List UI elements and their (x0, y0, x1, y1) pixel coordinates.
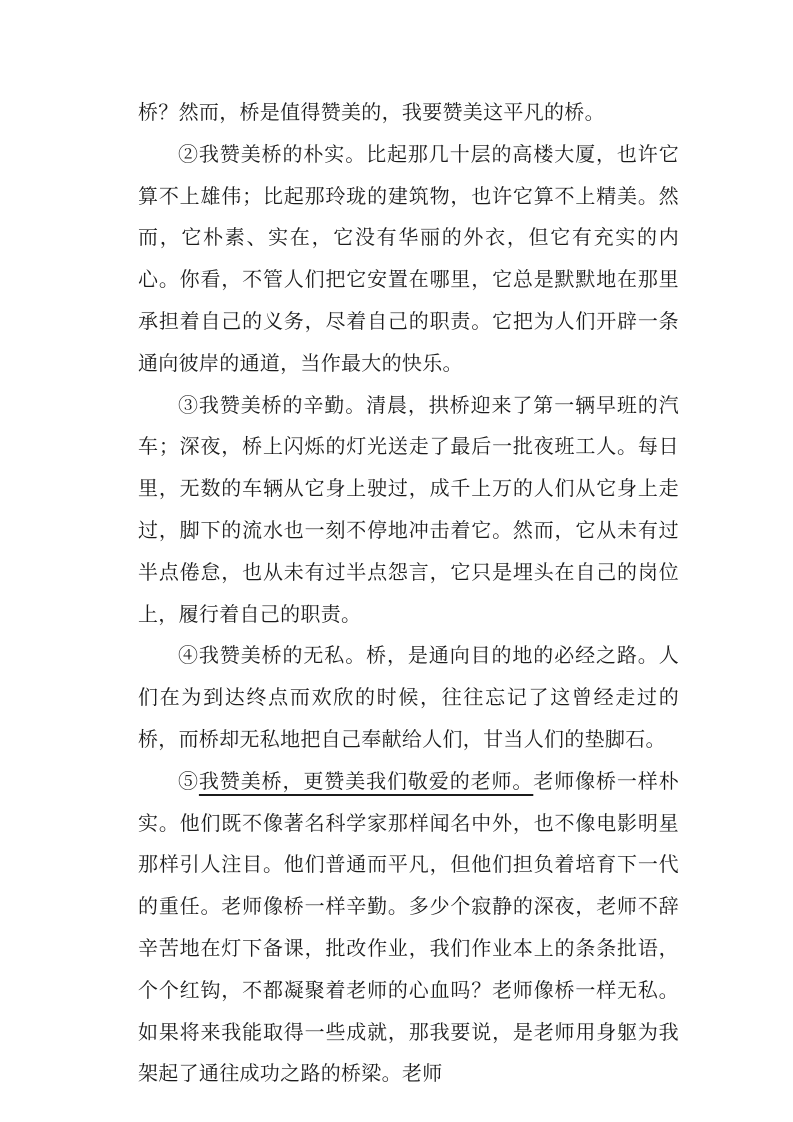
text-segment: ④我赞美桥的无私。桥，是通向目的地的必经之路。人们在为到达终点而欢欣的时候，往往忘记了这曾经走过的桥，而桥却无私地把自己奉献给人们，甘当人们的垫脚石。 (138, 645, 679, 751)
paragraph (138, 135, 679, 386)
paragraph (138, 762, 679, 1096)
text-segment: ③我赞美桥的辛勤。清晨，拱桥迎来了第一辆早班的汽车；深夜，桥上闪烁的灯光送走了最后一批夜班工人。每日里，无数的车辆从它身上驶过，成千上万的人们从它身上走过，脚下的流水也一刻不停地冲击着它。然而，它从未有过半点倦怠，也从未有过半点怨言，它只是埋头在自己的岗位上，履行着自己的职责。 (138, 394, 679, 626)
text-segment: ②我赞美桥的朴实。比起那几十层的高楼大厦，也许它算不上雄伟；比起那玲珑的建筑物，也许它算不上精美。然而，它朴素、实在，它没有华丽的外衣，但它有充实的内心。你看，不管人们把它安置在哪里，它总是默默地在那里承担着自己的义务，尽着自己的职责。它把为人们开辟一条通向彼岸的通道，当作最大的快乐。 (138, 143, 679, 375)
paragraph (138, 636, 679, 761)
text-block (138, 93, 679, 1096)
text-segment: ⑤ (178, 770, 199, 793)
text-segment: 桥？然而，桥是值得赞美的，我要赞美这平凡的桥。 (138, 102, 605, 124)
text-segment: 老师像桥一样朴实。他们既不像著名科学家那样闻名中外，也不像电影明星那样引人注目。他们普通而平凡，但他们担负着培育下一代的重任。老师像桥一样辛勤。多少个寂静的深夜，老师不辞辛苦地在灯下备课，批改作业，我们作业本上的条条批语，个个红钩，不都凝聚着老师的心血吗？老师像桥一样无私。如果将来我能取得一些成就，那我要说，是老师用身躯为我架起了通往成功之路的桥梁。老师 (138, 770, 679, 1086)
underlined-sentence: 我赞美桥，更赞美我们敬爱的老师。 (198, 770, 534, 793)
paragraph (138, 386, 679, 637)
paragraph (138, 93, 679, 135)
